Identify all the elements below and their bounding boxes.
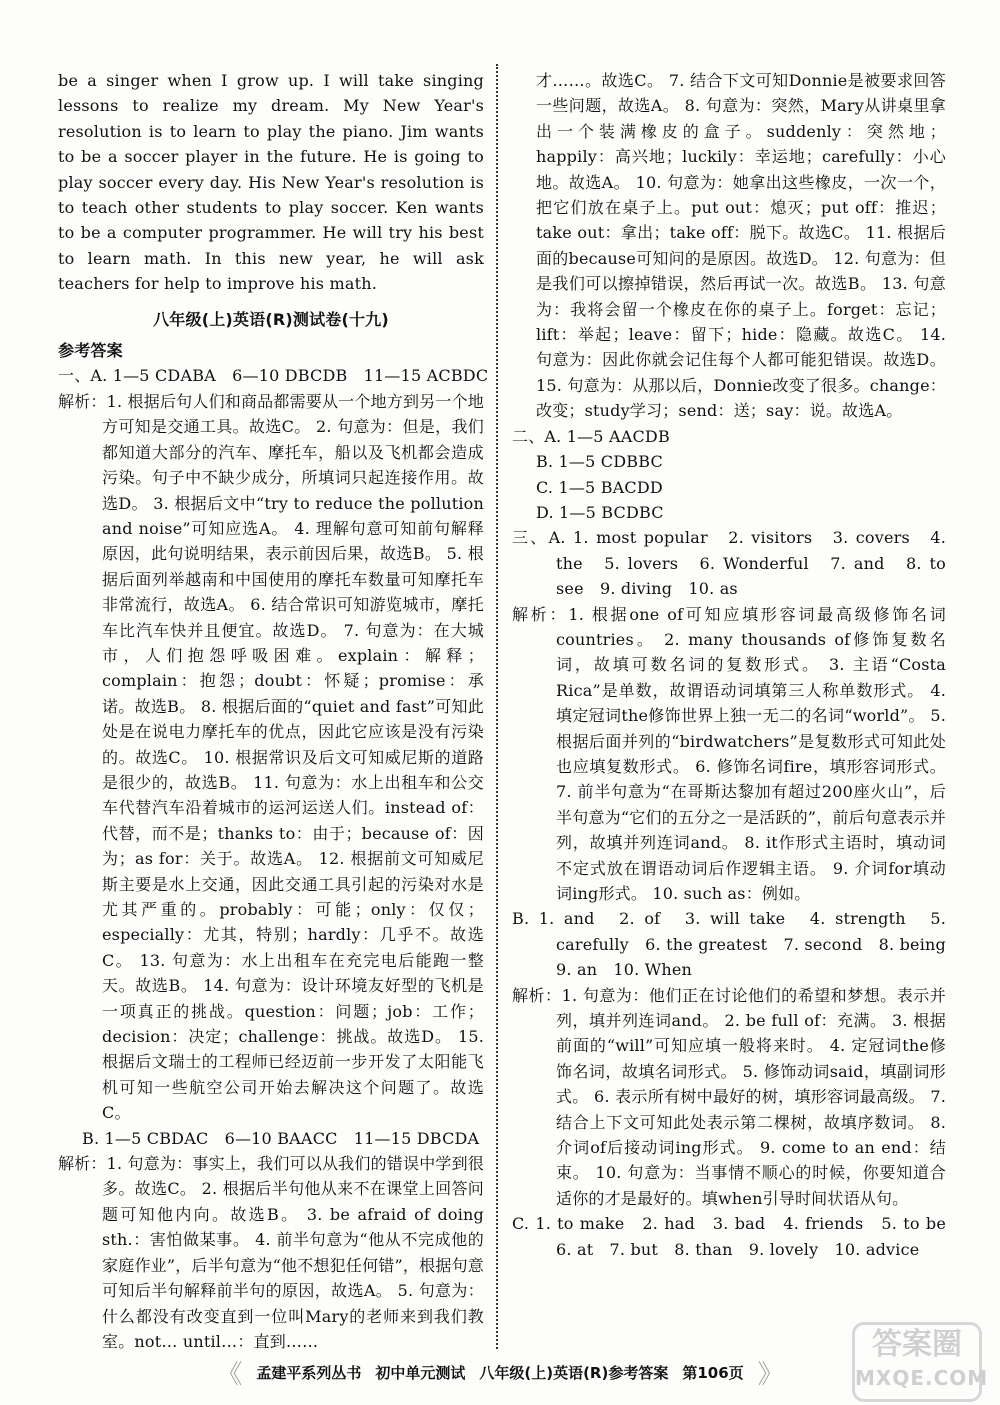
- section-3b-explanation: 解析：1. 句意为：他们正在讨论他们的希望和梦想。表示并列，填并列连词and。 2. be full of：充满。 3. 根据前面的“will”可知应填一般将来时。 4. 定冠词the修饰名词，故填名词形式。 5. 修饰动词said，填副词形式。 6. 表示所有树中最好的树，填形容词最高级。 7. 结合上下文可知此处表示第二棵树，故填序数词。 8. 介词of后接动词ing形式。 9. come to an end：结束。 10. 句意为：当事情不顺心的时候，你要知道合适你的才是最好的。填when引导时间状语从句。: [512, 985, 946, 1208]
- section-3c-answers: C. 1. to make 2. had 3. bad 4. friends 5. to be 6. at 7. but 8. than 9. lovely 10. advice: [512, 1214, 963, 1259]
- section-3b-answers: B. 1. and 2. of 3. will take 4. strength 5. carefully 6. the greatest 7. second 8. being 9. an 10. When: [512, 909, 963, 980]
- watermark-url: MXQE.COM: [855, 1366, 989, 1390]
- section-1b-explanation: 解析：1. 句意为：事实上，我们可以从我们的错误中学到很多。故选C。 2. 根据后半句他从来不在课堂上回答问题可知他内向。故选B。 3. be afraid of doing sth.：害怕做某事。 4. 前半句意为“他从不完成他的家庭作业”，后半句意为“他不想犯任何错”，根据句意可知后半句解释前半句的原因，故选A。 5. 句意为：什么都没有改变直到一位叫Mary的老师来到我们教室。not… until…：直到……: [58, 1154, 484, 1351]
- right-column: [512, 68, 963, 1262]
- test-title: 八年级(上)英语(R)测试卷(十九): [153, 309, 389, 329]
- section-2-row: 二、A. 1—5 AACDB: [512, 426, 670, 446]
- section-3a-explanation: 解析：1. 根据one of可知应填形容词最高级修饰名词countries。 2. many thousands of修饰复数名词，故填可数名词的复数形式。 3. 主语“Costa Rica”是单数，故谓语动词填第三人称单数形式。 4. 填定冠词the修饰世界上独一无二的名词“world”。 5. 根据后面并列的“birdwatchers”是复数形式可知此处也应填复数形式。 6. 修饰名词fire，填形容词形式。 7. 前半句意为“在哥斯达黎加有超过200座火山”，后半句意为“它们的五分之一是活跃的”，前后句意表示并列，故填并列连词and。 8. it作形式主语时，填动词不定式放在谓语动词后作逻辑主语。 9. 介词for填动词ing形式。 10. such as：例如。: [512, 604, 946, 903]
- chevron-right-icon: 》: [757, 1359, 784, 1390]
- chevron-left-icon: 《: [216, 1359, 243, 1390]
- page-number: 第106页: [682, 1363, 744, 1382]
- column-divider: [496, 64, 498, 1349]
- section-3a-answers: 三、A. 1. most popular 2. visitors 3. covers 4. the 5. lovers 6. Wonderful 7. and 8. to see 9. diving 10. as: [512, 528, 946, 599]
- section-2-row: C. 1—5 BACDD: [536, 477, 663, 497]
- answer-heading: 参考答案: [58, 341, 123, 361]
- page-footer: [0, 1354, 1000, 1390]
- section-1b-explanation-continued: 才……。故选C。 7. 结合下文可知Donnie是被要求回答一些问题，故选A。 8. 句意为：突然，Mary从讲桌里拿出一个装满橡皮的盒子。suddenly：突然地；happily：高兴地；luckily：幸运地；carefully：小心地。故选A。 10. 句意为：她拿出这些橡皮，一次一个，把它们放在桌子上。put out：熄灭；put off：推迟；take out：拿出；take off：脱下。故选C。 11. 根据后面的because可知问的是原因。故选D。 12. 句意为：但是我们可以擦掉错误，然后再试一次。故选B。 13. 句意为：我将会留一个橡皮在你的桌子上。forget：忘记；lift：举起；leave：留下；hide：隐藏。故选C。 14. 句意为：因此你就会记住每个人都可能犯错误。故选D。 15. 句意为：从那以后，Donnie改变了很多。change：改变；study学习；send：送；say：说。故选A。: [536, 71, 946, 421]
- section-2-row: B. 1—5 CDBBC: [536, 452, 663, 472]
- book-name: 初中单元测试: [375, 1363, 466, 1382]
- section-1a-explanation: 解析：1. 根据后句人们和商品都需要从一个地方到另一个地方可知是交通工具。故选C。 2. 句意为：但是，我们都知道大部分的汽车、摩托车，船以及飞机都会造成污染。句子中不缺少成分，所填词只起连接作用。故选D。 3. 根据后文中“try to reduce the pollution and noise”可知应选A。 4. 理解句意可知前句解释原因，此句说明结果，表示前因后果，故选B。 5. 根据后面列举越南和中国使用的摩托车数量可知摩托车非常流行，故选A。 6. 结合常识可知游览城市，摩托车比汽车快并且便宜。故选D。 7. 句意为：在大城市，人们抱怨呼吸困难。explain：解释；complain：抱怨；doubt：怀疑；promise：承诺。故选B。 8. 根据后面的“quiet and fast”可知此处是在说电力摩托车的优点，因此它应该是没有污染的。故选C。 10. 根据常识及后文可知威尼斯的道路是很少的，故选B。 11. 句意为：水上出租车和公交车代替汽车沿着城市的运河运送人们。instead of：代替，而不是；thanks to：由于；because of：因为；as for：关于。故选A。 12. 根据前文可知威尼斯主要是水上交通，因此交通工具引起的污染对水是尤其严重的。probably：可能；only：仅仅；especially：尤其，特别；hardly：几乎不。故选C。 13. 句意为：水上出租车在充完电后能跑一整天。故选B。 14. 句意为：设计环境友好型的飞机是一项真正的挑战。question：问题；job：工作；decision：决定；challenge：挑战。故选D。 15. 根据后文瑞士的工程师已经迈前一步开发了太阳能飞机可知一些航空公司开始去解决这个问题了。故选C。: [58, 391, 484, 1123]
- section-1b-answers: B. 1—5 CBDAC 6—10 BAACC 11—15 DBCDA: [82, 1128, 480, 1148]
- section-1a-answers: 一、A. 1—5 CDABA 6—10 DBCDB 11—15 ACBDC: [58, 366, 489, 386]
- left-column: [58, 68, 489, 1354]
- reading-passage-ending: be a singer when I grow up. I will take singing lessons to realize my dream. My New Year's resolution is to learn to play the piano. Jim wants to be a soccer player in the future. He is going to play soccer every day. His New Year's resolution is to teach other students to play soccer. Ken wants to be a computer programmer. He will try his best to learn math. In this new year, he will ask teachers for help to improve his math.: [58, 71, 484, 294]
- watermark-logo: [852, 1322, 989, 1402]
- series-name: 孟建平系列丛书: [256, 1363, 362, 1382]
- section-2-row: D. 1—5 BCDBC: [536, 502, 664, 522]
- subject-name: 八年级(上)英语(R)参考答案: [479, 1363, 669, 1382]
- watermark-text: 答案圈: [872, 1327, 962, 1362]
